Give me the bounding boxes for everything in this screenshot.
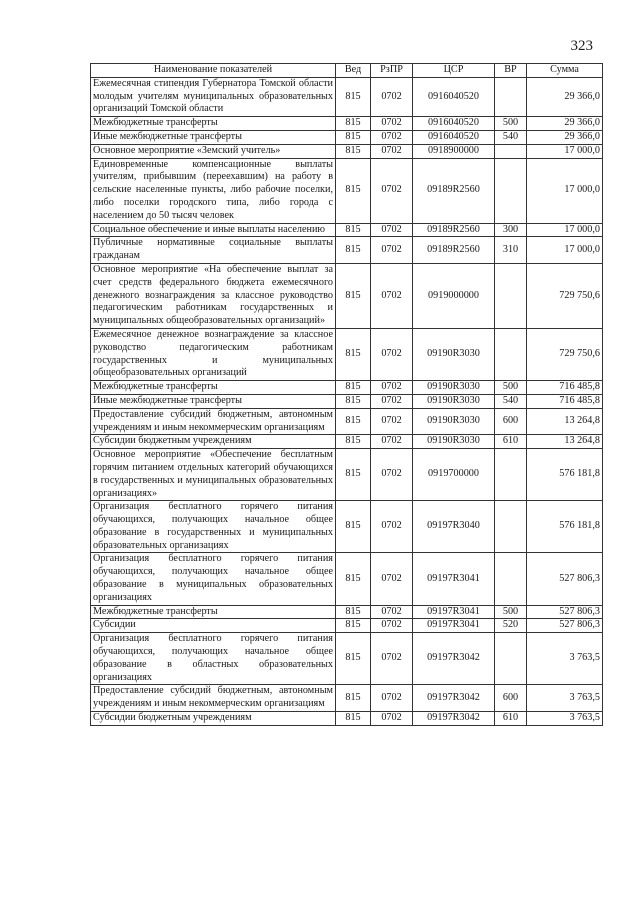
table-row bbox=[91, 553, 603, 605]
cell-csr: 09190R3030 bbox=[413, 435, 495, 449]
cell-rzpr: 0702 bbox=[371, 553, 413, 605]
cell-csr: 09197R3042 bbox=[413, 712, 495, 726]
cell-ved: 815 bbox=[336, 381, 371, 395]
cell-sum: 3 763,5 bbox=[527, 712, 603, 726]
cell-sum: 729 750,6 bbox=[527, 328, 603, 380]
cell-csr: 09197R3041 bbox=[413, 619, 495, 633]
cell-sum: 29 366,0 bbox=[527, 77, 603, 116]
cell-vr: 540 bbox=[495, 130, 527, 144]
cell-vr: 610 bbox=[495, 435, 527, 449]
cell-ved: 815 bbox=[336, 619, 371, 633]
cell-rzpr: 0702 bbox=[371, 117, 413, 131]
cell-ved: 815 bbox=[336, 435, 371, 449]
cell-rzpr: 0702 bbox=[371, 435, 413, 449]
cell-sum: 17 000,0 bbox=[527, 144, 603, 158]
col-header-name: Наименование показателей bbox=[91, 64, 336, 78]
cell-csr: 0916040520 bbox=[413, 117, 495, 131]
cell-rzpr: 0702 bbox=[371, 449, 413, 501]
cell-ved: 815 bbox=[336, 117, 371, 131]
cell-sum: 729 750,6 bbox=[527, 263, 603, 328]
cell-rzpr: 0702 bbox=[371, 130, 413, 144]
cell-name: Социальное обеспечение и иные выплаты населению bbox=[91, 223, 336, 237]
cell-name: Организация бесплатного горячего питания обучающихся, получающих начальное общее образование в государственных и муниципальных образовательных организациях bbox=[91, 501, 336, 553]
cell-name: Предоставление субсидий бюджетным, автономным учреждениям и иным некоммерческим организациям bbox=[91, 685, 336, 712]
table-row bbox=[91, 605, 603, 619]
cell-sum: 3 763,5 bbox=[527, 633, 603, 685]
table-row bbox=[91, 633, 603, 685]
table-row bbox=[91, 435, 603, 449]
cell-ved: 815 bbox=[336, 712, 371, 726]
cell-csr: 09189R2560 bbox=[413, 223, 495, 237]
cell-sum: 13 264,8 bbox=[527, 435, 603, 449]
cell-sum: 29 366,0 bbox=[527, 130, 603, 144]
cell-vr bbox=[495, 263, 527, 328]
cell-name: Иные межбюджетные трансферты bbox=[91, 394, 336, 408]
cell-vr bbox=[495, 144, 527, 158]
cell-rzpr: 0702 bbox=[371, 381, 413, 395]
cell-vr bbox=[495, 77, 527, 116]
cell-vr: 600 bbox=[495, 685, 527, 712]
cell-vr: 520 bbox=[495, 619, 527, 633]
cell-vr bbox=[495, 501, 527, 553]
table-row bbox=[91, 130, 603, 144]
cell-rzpr: 0702 bbox=[371, 394, 413, 408]
cell-vr bbox=[495, 553, 527, 605]
cell-name: Публичные нормативные социальные выплаты гражданам bbox=[91, 237, 336, 264]
cell-name: Организация бесплатного горячего питания обучающихся, получающих начальное общее образование в муниципальных образовательных организациях bbox=[91, 553, 336, 605]
cell-vr: 500 bbox=[495, 381, 527, 395]
cell-name: Основное мероприятие «На обеспечение выплат за счет средств федерального бюджета ежемесячного денежного вознаграждения за классное руководство педагогическим работникам государственных и муниципальных общеобразовательных организаций» bbox=[91, 263, 336, 328]
cell-vr bbox=[495, 633, 527, 685]
cell-vr: 500 bbox=[495, 605, 527, 619]
cell-name: Единовременные компенсационные выплаты учителям, прибывшим (переехавшим) на работу в сельские населенные пункты, либо рабочие поселки, либо поселки городского типа, либо города с населением до 50 тысяч человек bbox=[91, 158, 336, 223]
cell-sum: 576 181,8 bbox=[527, 449, 603, 501]
cell-vr: 500 bbox=[495, 117, 527, 131]
cell-ved: 815 bbox=[336, 685, 371, 712]
table-row bbox=[91, 712, 603, 726]
table-row bbox=[91, 328, 603, 380]
cell-rzpr: 0702 bbox=[371, 237, 413, 264]
cell-csr: 09197R3040 bbox=[413, 501, 495, 553]
cell-rzpr: 0702 bbox=[371, 501, 413, 553]
cell-sum: 576 181,8 bbox=[527, 501, 603, 553]
budget-table bbox=[90, 63, 603, 726]
cell-ved: 815 bbox=[336, 144, 371, 158]
table-row bbox=[91, 381, 603, 395]
cell-rzpr: 0702 bbox=[371, 633, 413, 685]
cell-rzpr: 0702 bbox=[371, 408, 413, 435]
cell-ved: 815 bbox=[336, 553, 371, 605]
table-row bbox=[91, 685, 603, 712]
cell-rzpr: 0702 bbox=[371, 328, 413, 380]
cell-name: Ежемесячное денежное вознаграждение за классное руководство педагогическим работникам государственных и муниципальных общеобразовательных организаций bbox=[91, 328, 336, 380]
cell-name: Основное мероприятие «Земский учитель» bbox=[91, 144, 336, 158]
cell-sum: 13 264,8 bbox=[527, 408, 603, 435]
col-header-csr: ЦСР bbox=[413, 64, 495, 78]
table-row bbox=[91, 408, 603, 435]
table-row bbox=[91, 223, 603, 237]
cell-name: Основное мероприятие «Обеспечение бесплатным горячим питанием отдельных категорий обучающихся в государственных и муниципальных образовательных организациях» bbox=[91, 449, 336, 501]
cell-rzpr: 0702 bbox=[371, 158, 413, 223]
cell-csr: 09197R3042 bbox=[413, 633, 495, 685]
cell-name: Предоставление субсидий бюджетным, автономным учреждениям и иным некоммерческим организациям bbox=[91, 408, 336, 435]
cell-rzpr: 0702 bbox=[371, 605, 413, 619]
cell-csr: 0916040520 bbox=[413, 130, 495, 144]
page-number: 323 bbox=[570, 38, 593, 54]
cell-ved: 815 bbox=[336, 501, 371, 553]
table-header bbox=[91, 64, 603, 78]
table-row bbox=[91, 263, 603, 328]
cell-csr: 09189R2560 bbox=[413, 158, 495, 223]
cell-csr: 09197R3041 bbox=[413, 553, 495, 605]
table-row bbox=[91, 394, 603, 408]
table-row bbox=[91, 501, 603, 553]
cell-rzpr: 0702 bbox=[371, 223, 413, 237]
cell-sum: 716 485,8 bbox=[527, 381, 603, 395]
cell-vr: 610 bbox=[495, 712, 527, 726]
cell-name: Межбюджетные трансферты bbox=[91, 117, 336, 131]
cell-ved: 815 bbox=[336, 158, 371, 223]
cell-vr bbox=[495, 158, 527, 223]
cell-csr: 09190R3030 bbox=[413, 381, 495, 395]
cell-ved: 815 bbox=[336, 328, 371, 380]
cell-csr: 09189R2560 bbox=[413, 237, 495, 264]
cell-vr bbox=[495, 449, 527, 501]
table-row bbox=[91, 158, 603, 223]
cell-rzpr: 0702 bbox=[371, 144, 413, 158]
cell-ved: 815 bbox=[336, 263, 371, 328]
cell-csr: 0919700000 bbox=[413, 449, 495, 501]
cell-csr: 09197R3042 bbox=[413, 685, 495, 712]
cell-sum: 527 806,3 bbox=[527, 605, 603, 619]
cell-ved: 815 bbox=[336, 237, 371, 264]
cell-csr: 09197R3041 bbox=[413, 605, 495, 619]
cell-sum: 17 000,0 bbox=[527, 237, 603, 264]
cell-sum: 17 000,0 bbox=[527, 158, 603, 223]
cell-rzpr: 0702 bbox=[371, 685, 413, 712]
col-header-sum: Сумма bbox=[527, 64, 603, 78]
cell-sum: 17 000,0 bbox=[527, 223, 603, 237]
col-header-ved: Вед bbox=[336, 64, 371, 78]
table-row bbox=[91, 77, 603, 116]
cell-name: Субсидии бюджетным учреждениям bbox=[91, 712, 336, 726]
cell-name: Ежемесячная стипендия Губернатора Томской области молодым учителям муниципальных образовательных организаций Томской области bbox=[91, 77, 336, 116]
cell-rzpr: 0702 bbox=[371, 712, 413, 726]
cell-vr: 300 bbox=[495, 223, 527, 237]
cell-name: Межбюджетные трансферты bbox=[91, 381, 336, 395]
cell-csr: 09190R3030 bbox=[413, 408, 495, 435]
table-row bbox=[91, 237, 603, 264]
cell-sum: 29 366,0 bbox=[527, 117, 603, 131]
cell-name: Иные межбюджетные трансферты bbox=[91, 130, 336, 144]
cell-name: Межбюджетные трансферты bbox=[91, 605, 336, 619]
cell-csr: 0916040520 bbox=[413, 77, 495, 116]
cell-rzpr: 0702 bbox=[371, 619, 413, 633]
cell-ved: 815 bbox=[336, 394, 371, 408]
cell-sum: 527 806,3 bbox=[527, 619, 603, 633]
cell-ved: 815 bbox=[336, 605, 371, 619]
cell-ved: 815 bbox=[336, 223, 371, 237]
cell-csr: 09190R3030 bbox=[413, 394, 495, 408]
cell-name: Субсидии bbox=[91, 619, 336, 633]
cell-ved: 815 bbox=[336, 408, 371, 435]
col-header-rzpr: РзПР bbox=[371, 64, 413, 78]
cell-sum: 527 806,3 bbox=[527, 553, 603, 605]
cell-csr: 09190R3030 bbox=[413, 328, 495, 380]
cell-csr: 0918900000 bbox=[413, 144, 495, 158]
cell-vr: 310 bbox=[495, 237, 527, 264]
cell-sum: 716 485,8 bbox=[527, 394, 603, 408]
table-row bbox=[91, 117, 603, 131]
table-row bbox=[91, 449, 603, 501]
cell-csr: 0919000000 bbox=[413, 263, 495, 328]
header-row bbox=[91, 64, 603, 78]
cell-ved: 815 bbox=[336, 130, 371, 144]
cell-ved: 815 bbox=[336, 633, 371, 685]
cell-name: Организация бесплатного горячего питания обучающихся, получающих начальное общее образование в областных образовательных организациях bbox=[91, 633, 336, 685]
table-body bbox=[91, 77, 603, 725]
table-row bbox=[91, 144, 603, 158]
cell-name: Субсидии бюджетным учреждениям bbox=[91, 435, 336, 449]
cell-ved: 815 bbox=[336, 77, 371, 116]
cell-vr bbox=[495, 328, 527, 380]
cell-rzpr: 0702 bbox=[371, 263, 413, 328]
cell-vr: 540 bbox=[495, 394, 527, 408]
col-header-vr: ВР bbox=[495, 64, 527, 78]
cell-vr: 600 bbox=[495, 408, 527, 435]
cell-ved: 815 bbox=[336, 449, 371, 501]
cell-sum: 3 763,5 bbox=[527, 685, 603, 712]
cell-rzpr: 0702 bbox=[371, 77, 413, 116]
table-row bbox=[91, 619, 603, 633]
